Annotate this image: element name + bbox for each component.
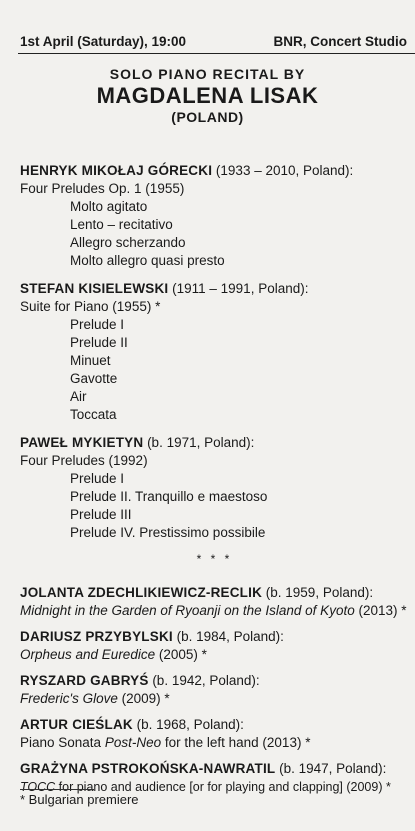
movement-item: Prelude I <box>70 471 125 486</box>
movement-list <box>20 316 409 424</box>
composer-name: ARTUR CIEŚLAK <box>20 717 133 732</box>
movement-item: Allegro scherzando <box>70 235 186 250</box>
section-separator: * * * <box>196 552 233 566</box>
work-title-prefix: Piano Sonata <box>20 735 105 750</box>
movement-item: Lento – recitativo <box>70 217 173 232</box>
program-item <box>20 628 409 664</box>
work-title <box>20 734 409 752</box>
composer-line <box>20 672 409 690</box>
movement-item: Prelude II <box>70 335 128 350</box>
work-title: Four Preludes Op. 1 (1955) <box>20 181 185 196</box>
work-title-italic: Midnight in the Garden of Ryoanji on the Island of Kyoto <box>20 603 355 618</box>
work-title-italic: Orpheus and Euredice <box>20 647 156 662</box>
work-title-italic: Post-Neo <box>104 735 162 750</box>
recital-subtitle: SOLO PIANO RECITAL BY <box>109 66 306 82</box>
composer-line <box>20 628 409 646</box>
program-item <box>20 716 409 752</box>
work-title-suffix: (2013) * <box>354 603 407 618</box>
composer-dates: (b. 1968, Poland): <box>132 717 244 732</box>
composer-dates: (b. 1947, Poland): <box>275 761 387 776</box>
work-title: Four Preludes (1992) <box>20 453 148 468</box>
program-item <box>20 162 409 270</box>
footnote: * Bulgarian premiere <box>20 792 139 807</box>
movement-item: Prelude I <box>70 317 125 332</box>
composer-name: STEFAN KISIELEWSKI <box>20 281 169 296</box>
work-title-suffix: for piano and audience [or for playing and clapping] (2009) * <box>55 780 391 794</box>
composer-name: DARIUSZ PRZYBYLSKI <box>20 629 173 644</box>
composer-dates: (b. 1971, Poland): <box>143 435 255 450</box>
movement-item: Toccata <box>70 407 117 422</box>
composer-dates: (b. 1984, Poland): <box>172 629 284 644</box>
work-title <box>20 602 409 620</box>
program-list <box>20 162 409 804</box>
concert-date: 1st April (Saturday), 19:00 <box>20 34 187 49</box>
composer-line <box>20 434 409 452</box>
composer-name: RYSZARD GABRYŚ <box>20 673 149 688</box>
work-title-suffix: (2009) * <box>117 691 170 706</box>
work-title-italic: TOCC <box>20 780 56 794</box>
work-title <box>20 646 409 664</box>
work-title <box>20 690 409 708</box>
movement-item: Molto allegro quasi presto <box>70 253 225 268</box>
work-title-italic: Frederic's Glove <box>20 691 118 706</box>
program-item <box>20 280 409 424</box>
composer-name: HENRYK MIKOŁAJ GÓRECKI <box>20 163 213 178</box>
composer-line <box>20 760 409 778</box>
work-title-suffix: (2005) * <box>155 647 207 662</box>
concert-header <box>20 34 407 49</box>
program-item <box>20 584 409 620</box>
movement-item: Molto agitato <box>70 199 148 214</box>
movement-list <box>20 198 409 270</box>
performer-country: (POLAND) <box>171 109 244 125</box>
program-item <box>20 672 409 708</box>
composer-name: PAWEŁ MYKIETYN <box>20 435 144 450</box>
program-second-part <box>20 584 409 796</box>
movement-item: Prelude III <box>70 507 132 522</box>
recital-title <box>0 66 415 125</box>
movement-list <box>20 470 409 542</box>
concert-venue: BNR, Concert Studio <box>273 34 407 49</box>
movement-item: Prelude II. Tranquillo e maestoso <box>70 489 268 504</box>
program-first-part <box>20 162 409 542</box>
composer-dates: (b. 1959, Poland): <box>262 585 374 600</box>
composer-line <box>20 716 409 734</box>
composer-line <box>20 584 409 602</box>
movement-item: Gavotte <box>70 371 118 386</box>
work-title-suffix: for the left hand (2013) * <box>161 735 311 750</box>
composer-line <box>20 162 409 180</box>
composer-line <box>20 280 409 298</box>
composer-dates: (b. 1942, Poland): <box>148 673 260 688</box>
footnote-rule <box>20 789 94 790</box>
program-item <box>20 434 409 542</box>
performer-name: MAGDALENA LISAK <box>96 83 319 108</box>
composer-dates: (1911 – 1991, Poland): <box>168 281 309 296</box>
movement-item: Minuet <box>70 353 111 368</box>
program-item <box>20 760 409 796</box>
composer-name: JOLANTA ZDECHLIKIEWICZ-RECLIK <box>20 585 263 600</box>
movement-item: Prelude IV. Prestissimo possibile <box>70 525 266 540</box>
header-rule <box>18 53 415 54</box>
work-title: Suite for Piano (1955) * <box>20 299 161 314</box>
composer-name: GRAŻYNA PSTROKOŃSKA-NAWRATIL <box>20 761 276 776</box>
movement-item: Air <box>70 389 87 404</box>
composer-dates: (1933 – 2010, Poland): <box>212 163 354 178</box>
